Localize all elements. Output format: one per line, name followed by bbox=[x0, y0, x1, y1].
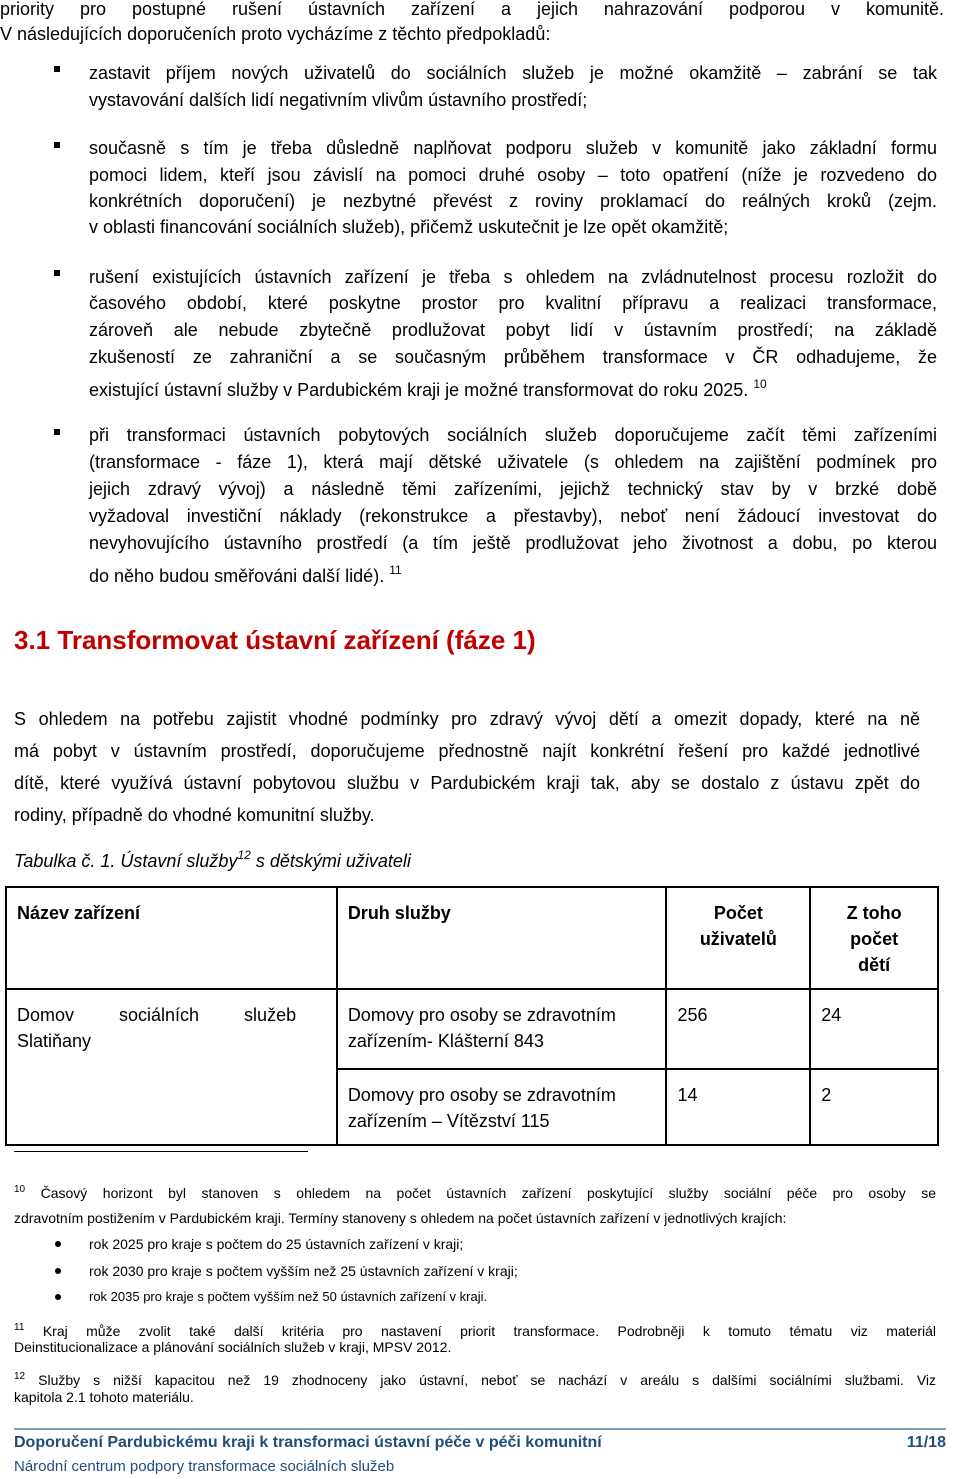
bullet-3-line-5: existující ústavní služby v Pardubickém kraji je možné transformovat do roku 2025. $^{10}$ bbox=[89, 377, 767, 400]
service-type-cell: Domovy pro osoby se zdravotním zařízením- Klášterní 843 bbox=[337, 989, 667, 1069]
footnote-number: 10 bbox=[14, 1184, 26, 1195]
footer-rule bbox=[14, 1428, 946, 1430]
footnote-10-line-2: zdravotním postižením v Pardubickém kraji. Termíny stanoveny s ohledem na počet ústavních zařízení v jednotlivých krajích: bbox=[14, 1210, 787, 1226]
paragraph-line-4: rodiny, případně do vhodné komunitní služby. bbox=[14, 805, 375, 825]
bullet-4-line-6: do něho budou směřováni další lidé). $^{11}$ bbox=[89, 563, 402, 586]
bullet-marker bbox=[54, 429, 60, 435]
facility-cell bbox=[6, 989, 337, 1145]
header-facility: Název zařízení bbox=[6, 887, 337, 989]
header-children-count: Z toho počet dětí bbox=[810, 887, 938, 989]
bullet-4-line-1: při transformaci ústavních pobytových sociálních služeb doporučujeme začít těmi zařízeními bbox=[89, 425, 937, 445]
footnote-separator bbox=[14, 1151, 308, 1152]
bullet-2-line-4: v oblasti financování sociálních služeb), přičemž uskutečnit je lze opět okamžitě; bbox=[89, 217, 729, 237]
section-title: Transformovat ústavní zařízení (fáze 1) bbox=[57, 625, 536, 655]
footer-title: Doporučení Pardubickému kraji k transformaci ústavní péče v péči komunitní bbox=[14, 1434, 602, 1451]
footnote-10-item: rok 2030 pro kraje s počtem vyšším než 25 ústavních zařízení v kraji; bbox=[89, 1263, 518, 1279]
children-count-cell: 2 bbox=[810, 1069, 938, 1145]
footnote-bullet bbox=[55, 1294, 61, 1300]
page-number: 11/18 bbox=[906, 1434, 946, 1451]
bullet-2-line-1: současně s tím je třeba důsledně naplňovat podporu služeb v komunitě jako základní formu bbox=[89, 138, 937, 158]
bullet-1-line-1: zastavit příjem nových uživatelů do sociálních služeb je možné okamžitě – zabrání se tak bbox=[89, 63, 937, 83]
intro-line-1: priority pro postupné rušení ústavních zařízení a jejich nahrazování podporou v komunitě. bbox=[0, 0, 944, 19]
bullet-3-line-3: zároveň ale nebude zbytečně prodlužovat pobyt lidí v ústavním prostředí; na základě bbox=[89, 320, 937, 340]
footnote-number: 11 bbox=[14, 1322, 25, 1333]
children-count-cell: 24 bbox=[810, 989, 938, 1069]
services-table bbox=[5, 886, 939, 1146]
bullet-4-line-5: nevyhovujícího ústavního prostředí (a tím ještě prodlužovat jeho životnost a dobu, po kterou bbox=[89, 533, 937, 553]
bullet-3-line-4: zkušeností ze zahraniční a se současným průběhem transformace v ČR odhadujeme, že bbox=[89, 347, 937, 367]
footnote-bullet bbox=[55, 1241, 61, 1247]
bullet-marker bbox=[54, 66, 60, 72]
table-caption: Tabulka č. 1. Ústavní služby$^{12}$ s dětskými uživateli bbox=[14, 848, 411, 871]
footnote-ref-12[interactable]: 12 bbox=[237, 848, 251, 862]
bullet-2-line-2: pomoci lidem, kteří jsou závislí na pomoci druhé osoby – toto opatření (níže je rozvedeno do bbox=[89, 165, 937, 185]
user-count-cell: 14 bbox=[666, 1069, 810, 1145]
bullet-3-line-1: rušení existujících ústavních zařízení je třeba s ohledem na zvládnutelnost procesu rozložit do bbox=[89, 267, 937, 287]
paragraph-line-2: má pobyt v ústavním prostředí, doporučujeme přednostně najít konkrétní řešení pro každé jednotlivé bbox=[14, 741, 920, 761]
footnote-ref-11[interactable]: 11 bbox=[389, 563, 402, 577]
bullet-marker bbox=[54, 270, 60, 276]
bullet-marker bbox=[54, 142, 60, 148]
footnote-11-line-1: $^{11}$ Kraj může zvolit také další kritéria pro nastavení priorit transformace. Podrobněji k tomuto tématu viz materiál bbox=[14, 1322, 937, 1339]
bullet-4-line-2: (transformace - fáze 1), která mají dětské uživatele (s ohledem na zajištění podmínek pro bbox=[89, 452, 937, 472]
table-header-row bbox=[6, 887, 938, 989]
footnote-12-line-2: kapitola 2.1 tohoto materiálu. bbox=[14, 1389, 194, 1405]
footer-subtitle: Národní centrum podpory transformace sociálních služeb bbox=[14, 1458, 395, 1475]
header-user-count: Počet uživatelů bbox=[666, 887, 810, 989]
user-count-cell: 256 bbox=[666, 989, 810, 1069]
paragraph-line-1: S ohledem na potřebu zajistit vhodné podmínky pro zdravý vývoj dětí a omezit dopady, které na ně bbox=[14, 709, 920, 729]
table-row bbox=[6, 989, 938, 1069]
bullet-3-line-2: časového období, které poskytne prostor pro kvalitní přípravu a realizaci transformace, bbox=[89, 293, 937, 313]
section-number: 3.1 bbox=[14, 625, 51, 655]
bullet-4-line-3: jejich zdravý vývoj) a následně těmi zařízeními, jejichž technický stav by v brzké době bbox=[89, 479, 937, 499]
footnote-number: 12 bbox=[14, 1371, 26, 1382]
footnote-12-line-1: $^{12}$ Služby s nižší kapacitou než 19 zhodnoceny jako ústavní, neboť se nachází v areálu s dalšími sociálními službami. Viz bbox=[14, 1371, 937, 1388]
footnote-bullet bbox=[55, 1268, 61, 1274]
header-service-type: Druh služby bbox=[337, 887, 667, 989]
footnote-11-line-2: Deinstitucionalizace a plánování sociálních služeb v kraji, MPSV 2012. bbox=[14, 1339, 452, 1355]
footnote-10-item: rok 2035 pro kraje s počtem vyšším než 50 ústavních zařízení v kraji. bbox=[89, 1289, 488, 1304]
intro-line-2: V následujících doporučeních proto vycházíme z těchto předpokladů: bbox=[0, 24, 551, 44]
section-heading bbox=[14, 624, 536, 656]
bullet-2-line-3: konkrétních doporučení) je nezbytné převést z roviny proklamací do reálných kroků (zejm. bbox=[89, 191, 937, 211]
footnote-ref-10[interactable]: 10 bbox=[753, 377, 767, 391]
footnote-10-line-1: $^{10}$ Časový horizont byl stanoven s ohledem na počet ústavních zařízení poskytující služby sociální péče pro osoby se bbox=[14, 1184, 937, 1201]
footnote-10-item: rok 2025 pro kraje s počtem do 25 ústavních zařízení v kraji; bbox=[89, 1236, 464, 1252]
service-type-cell: Domovy pro osoby se zdravotním zařízením – Vítězství 115 bbox=[337, 1069, 667, 1145]
facility-name-line-2: Slatiňany bbox=[17, 1031, 92, 1051]
paragraph-line-3: dítě, které využívá ústavní pobytovou službu v Pardubickém kraji tak, aby se dostalo z ústavu zpět do bbox=[14, 773, 920, 793]
facility-name-line-1: Domov sociálních služeb bbox=[17, 1005, 297, 1025]
bullet-1-line-2: vystavování dalších lidí negativním vlivům ústavního prostředí; bbox=[89, 90, 588, 110]
bullet-4-line-4: vyžadoval investiční náklady (rekonstrukce a přestavby), neboť není žádoucí investovat do bbox=[89, 506, 937, 526]
